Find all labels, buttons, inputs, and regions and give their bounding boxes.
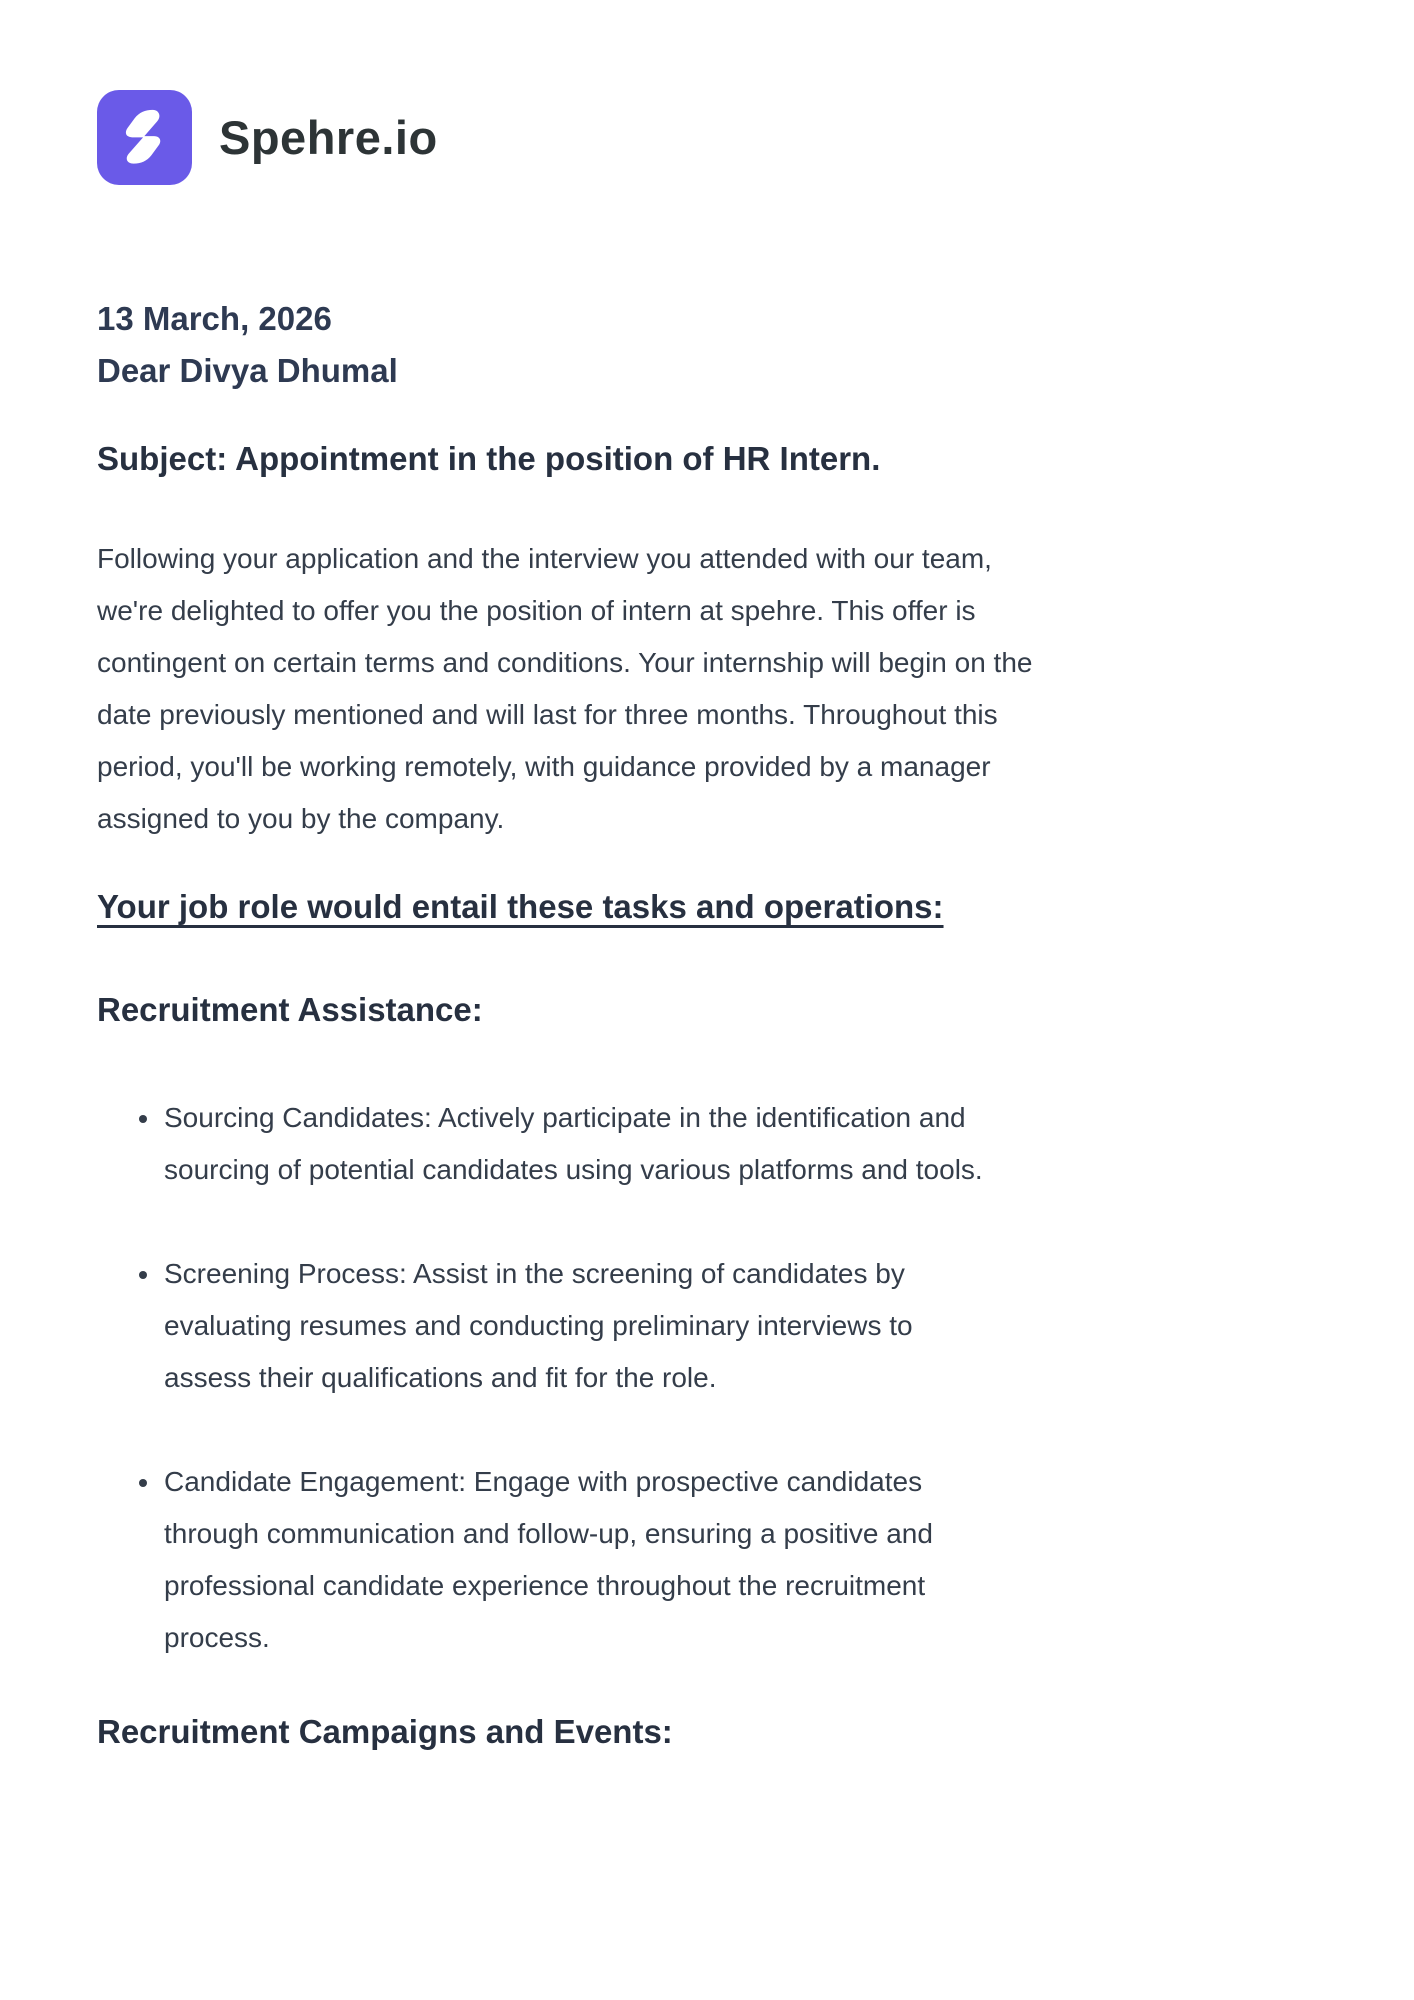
letter-date: 13 March, 2026 — [97, 300, 332, 337]
spehre-logo — [97, 90, 192, 185]
tasks-heading: Your job role would entail these tasks and operations: — [97, 888, 944, 925]
subject-line: Subject: Appointment in the position of HR Intern. — [97, 440, 881, 477]
list-item-candidate-engagement: • Candidate Engagement: Engage with prospective candidates through communication and follow-up, ensuring a positive and professional candidate experience throughout the recruitment process. — [162, 1456, 984, 1664]
intro-paragraph: Following your application and the interview you attended with our team, we're delighted to offer you the position of intern at spehre. This offer is contingent on certain terms and conditions. Your internship will begin on the date previously mentioned and will last for three months. Throughout this period, you'll be working remotely, with guidance provided by a manager assigned to you by the company. — [97, 543, 1033, 834]
date-block — [97, 293, 1317, 397]
brand-name: Spehre.io — [219, 111, 438, 164]
list-item-sourcing-candidates: • Sourcing Candidates: Actively participate in the identification and sourcing of potential candidates using various platforms and tools. — [162, 1092, 984, 1196]
list-item-screening-process: • Screening Process: Assist in the screening of candidates by evaluating resumes and conducting preliminary interviews to assess their qualifications and fit for the role. — [162, 1248, 984, 1404]
s-bolt-icon — [113, 102, 177, 174]
section-heading-recruitment-assistance: Recruitment Assistance: — [97, 991, 483, 1028]
recruitment-assistance-list — [97, 1092, 1317, 1664]
salutation: Dear Divya Dhumal — [97, 352, 398, 389]
brand-header — [97, 90, 1317, 185]
section-heading-recruitment-campaigns: Recruitment Campaigns and Events: — [97, 1713, 673, 1750]
